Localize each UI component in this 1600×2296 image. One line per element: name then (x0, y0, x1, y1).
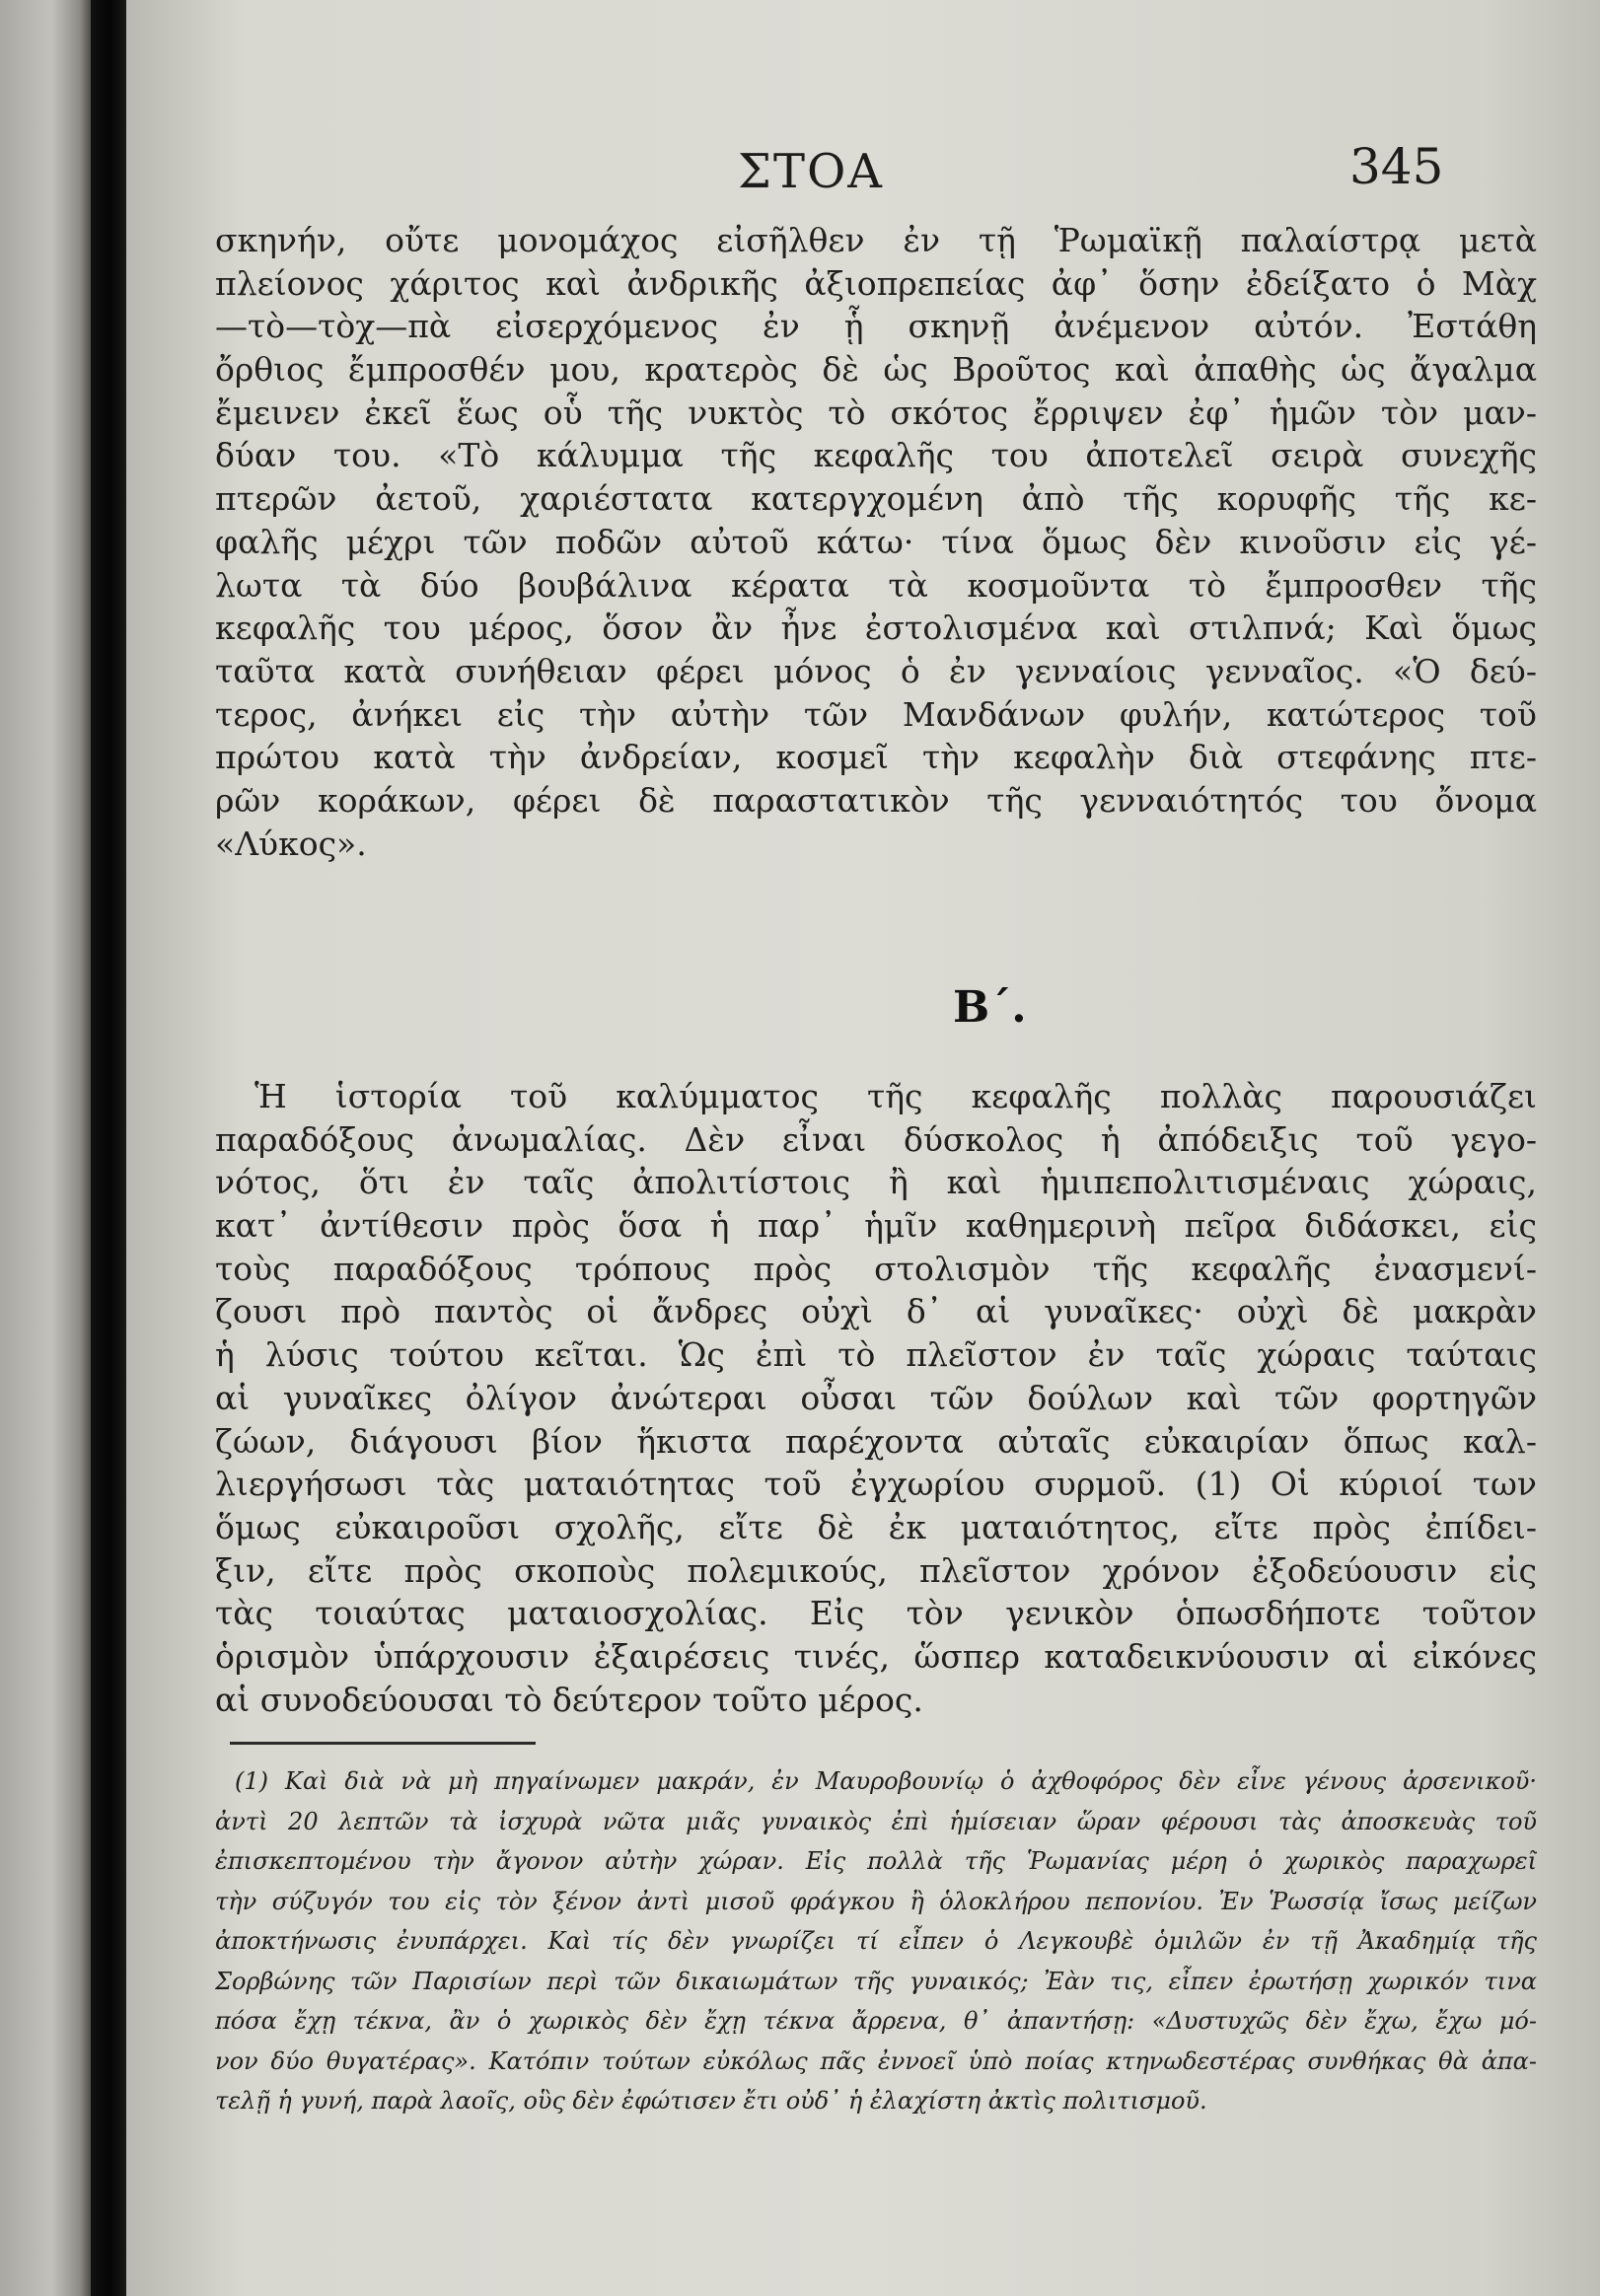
footnote-line: Σορβώνης τῶν Παρισίων περὶ τῶν δικαιωμάτων τῆς γυναικός; Ἐὰν τις, εἶπεν ἐρωτήσῃ χωρικόν τινα (215, 1967, 1537, 1995)
text-line: ὄρθιος ἔμπροσθέν μου, κρατερὸς δὲ ὡς Βροῦτος καὶ ἀπαθὴς ὡς ἄγαλμα (215, 350, 1537, 390)
text-line: ζουσι πρὸ παντὸς οἱ ἄνδρες οὐχὶ δ᾽ αἱ γυναῖκες· οὐχὶ δὲ μακρὰν (215, 1292, 1537, 1331)
text-line: τερος, ἀνήκει εἰς τὴν αὐτὴν τῶν Μανδάνων φυλήν, κατώτερος τοῦ (215, 694, 1537, 734)
footnote-line: πόσα ἔχῃ τέκνα, ἂν ὁ χωρικὸς δὲν ἔχῃ τέκνα ἄρρενα, θ᾽ ἀπαντήσῃ: «Δυστυχῶς δὲν ἔχω, ἔχω μό- (215, 2007, 1537, 2035)
text-line: ἡ λύσις τούτου κεῖται. Ὡς ἐπὶ τὸ πλεῖστον ἐν ταῖς χώραις ταύταις (215, 1335, 1537, 1375)
book-spine (91, 0, 128, 2296)
text-line: Ἡ ἱστορία τοῦ καλύμματος τῆς κεφαλῆς πολλὰς παρουσιάζει (255, 1077, 1537, 1115)
text-line: ὅμως εὐκαιροῦσι σχολῆς, εἴτε δὲ ἐκ ματαιότητος, εἴτε πρὸς ἐπίδει- (215, 1507, 1537, 1546)
text-line: παραδόξους ἀνωμαλίας. Δὲν εἶναι δύσκολος ἡ ἀπόδειξις τοῦ γεγο- (215, 1119, 1537, 1159)
text-line: τοὺς παραδόξους τρόπους πρὸς στολισμὸν τῆς κεφαλῆς ἐνασμενί- (215, 1249, 1537, 1288)
text-line: ὁρισμὸν ὑπάρχουσιν ἐξαιρέσεις τινές, ὥσπερ καταδεικνύουσιν αἱ εἰκόνες (215, 1636, 1537, 1676)
text-line: αἱ γυναῖκες ὀλίγον ἀνώτεραι οὖσαι τῶν δούλων καὶ τῶν φορτηγῶν (215, 1378, 1537, 1417)
footnote-rule (230, 1742, 536, 1745)
text-line: ζώων, διάγουσι βίον ἥκιστα παρέχοντα αὐταῖς εὐκαιρίαν ὅπως καλ- (215, 1421, 1537, 1461)
page-number: 345 (1349, 138, 1444, 195)
left-page-edge (0, 0, 94, 2296)
text-line: φαλῆς μέχρι τῶν ποδῶν αὐτοῦ κάτω· τίνα ὅμως δὲν κινοῦσιν εἰς γέ- (215, 522, 1537, 561)
footnote-line: ἐπισκεπτομένου τὴν ἄγονον αὐτὴν χώραν. Εἰς πολλὰ τῆς Ῥωμανίας μέρη ὁ χωρικὸς παραχωρεῖ (215, 1847, 1537, 1875)
text-line: ρῶν κοράκων, φέρει δὲ παραστατικὸν τῆς γενναιότητός του ὄνομα (215, 780, 1537, 820)
text-line: αἱ συνοδεύουσαι τὸ δεύτερον τοῦτο μέρος. (215, 1680, 923, 1719)
text-line: πλείονος χάριτος καὶ ἀνδρικῆς ἀξιοπρεπείας ἀφ᾽ ὅσην ἐδείξατο ὁ Μὰχ (215, 263, 1537, 303)
text-line: τὰς τοιαύτας ματαιοσχολίας. Εἰς τὸν γενικὸν ὁπωσδήποτε τοῦτον (215, 1594, 1537, 1633)
text-line: ἔμεινεν ἐκεῖ ἕως οὗ τῆς νυκτὸς τὸ σκότος ἔρριψεν ἐφ᾽ ἡμῶν τὸν μαν- (215, 393, 1537, 432)
text-line: νότος, ὅτι ἐν ταῖς ἀπολιτίστοις ἢ καὶ ἡμιπεπολιτισμέναις χώραις, (215, 1163, 1537, 1202)
text-line: πρώτου κατὰ τὴν ἀνδρείαν, κοσμεῖ τὴν κεφαλὴν διὰ στεφάνης πτε- (215, 738, 1537, 777)
footnote-line: (1) Καὶ διὰ νὰ μὴ πηγαίνωμεν μακράν, ἐν Μαυροβουνίῳ ὁ ἀχθοφόρος δὲν εἶνε γένους ἀρσενικοῦ· (235, 1767, 1537, 1795)
text-line: —τὸ—τὸχ—πὰ εἰσερχόμενος ἐν ᾗ σκηνῇ ἀνέμενον αὐτόν. Ἐστάθη (215, 307, 1537, 346)
text-line: «Λύκος». (215, 824, 367, 863)
footnote-line: τελῇ ἡ γυνή, παρὰ λαοῖς, οὓς δὲν ἐφώτισεν ἔτι οὐδ᾽ ἡ ἐλαχίστη ἀκτὶς πολιτισμοῦ. (215, 2087, 1207, 2115)
text-line: πτερῶν ἀετοῦ, χαριέστατα κατεργχομένη ἀπὸ τῆς κορυφῆς τῆς κε- (215, 479, 1537, 519)
text-line: κεφαλῆς του μέρος, ὅσον ἂν ἦνε ἐστολισμένα καὶ στιλπνά; Καὶ ὅμως (215, 609, 1537, 648)
running-header (126, 138, 1600, 207)
text-line: σκηνήν, οὔτε μονομάχος εἰσῆλθεν ἐν τῇ Ῥωμαϊκῇ παλαίστρᾳ μετὰ (215, 221, 1537, 259)
text-line: λιεργήσωσι τὰς ματαιότητας τοῦ ἐγχωρίου συρμοῦ. (1) Οἱ κύριοί των (215, 1465, 1537, 1504)
footnote-line: τὴν σύζυγόν του εἰς τὸν ξένον ἀντὶ μισοῦ φράγκου ἢ ὁλοκλήρου πεπονίου. Ἐν Ῥωσσίᾳ ἴσως μείζων (215, 1887, 1537, 1915)
text-line: ταῦτα κατὰ συνήθειαν φέρει μόνος ὁ ἐν γενναίοις γενναῖος. «Ὁ δεύ- (215, 651, 1537, 690)
header-title: ΣΤΟΑ (738, 144, 884, 199)
footnote-line: ἀντὶ 20 λεπτῶν τὰ ἰσχυρὰ νῶτα μιᾶς γυναικὸς ἐπὶ ἡμίσειαν ὥραν φέρουσι τὰς ἀποσκευὰς τοῦ (215, 1807, 1537, 1835)
text-line: κατ᾽ ἀντίθεσιν πρὸς ὅσα ἡ παρ᾽ ἡμῖν καθημερινὴ πεῖρα διδάσκει, εἰς (215, 1206, 1537, 1246)
paragraph-1 (215, 219, 1537, 865)
text-line: ξιν, εἴτε πρὸς σκοποὺς πολεμικούς, πλεῖστον χρόνον ἐξοδεύουσιν εἰς (215, 1550, 1537, 1590)
paragraph-2 (215, 1075, 1537, 1721)
text-line: λωτα τὰ δύο βουβάλινα κέρατα τὰ κοσμοῦντα τὸ ἔμπροσθεν τῆς (215, 565, 1537, 605)
text-line: δύαν του. «Τὸ κάλυμμα τῆς κεφαλῆς του ἀποτελεῖ σειρὰ συνεχῆς (215, 436, 1537, 475)
footnote-line: νον δύο θυγατέρας». Κατόπιν τούτων εὐκόλως πᾶς ἐννοεῖ ὑπὸ ποίας κτηνωδεστέρας συνθήκας θὰ ἀπα- (215, 2046, 1537, 2075)
book-page (126, 0, 1600, 2296)
section-heading: Β΄. (953, 982, 1027, 1033)
footnotes (215, 1761, 1537, 2121)
footnote-line: ἀποκτήνωσις ἐνυπάρχει. Καὶ τίς δὲν γνωρίζει τί εἶπεν ὁ Λεγκουβὲ ὁμιλῶν ἐν τῇ Ἀκαδημίᾳ τῆς (215, 1927, 1537, 1955)
